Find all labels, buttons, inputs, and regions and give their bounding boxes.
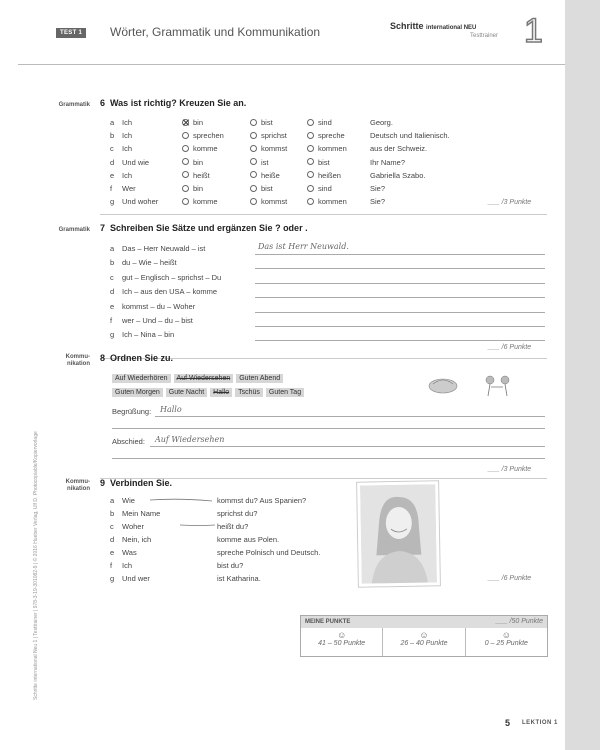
s6-points: ___ /3 Punkte [488, 199, 532, 206]
s9-row [0, 547, 360, 559]
s6-option [307, 117, 332, 129]
s6-option-text: sprichst [261, 131, 287, 141]
circle-icon [307, 158, 314, 165]
s6-category: Grammatik [58, 102, 90, 108]
s7-title [100, 223, 308, 233]
s6-option [250, 157, 269, 169]
s6-row-completion: Ihr Name? [370, 157, 406, 167]
score-ranges [301, 628, 547, 656]
page-title: Wörter, Grammatik und Kommunikation [110, 25, 321, 39]
phrase-chip: Guten Abend [236, 374, 283, 383]
page-number: 5 [505, 718, 511, 728]
answer-line [255, 326, 545, 327]
brand-name: Schritte [390, 21, 424, 31]
farewell-answer: Auf Wiedersehen [155, 435, 225, 444]
s6-option-text: bin [193, 157, 204, 167]
s9-row-letter: e [110, 548, 115, 557]
phrase-chip: Auf Wiederhören [112, 374, 171, 383]
s7-row-words: wer – Und – du – bist [122, 316, 193, 325]
s6-option [250, 183, 273, 195]
circle-icon [307, 132, 314, 139]
s8-points: ___ /3 Punkte [488, 466, 532, 473]
s6-option [307, 157, 330, 169]
score-range [383, 628, 465, 656]
copyright-vertical: Schritte international Neu 1 | Testtrainer | 978-3-19-301082-9 | © 2016 Hueber Verlag, Ulf D. Photocopiable/Kopiervorlage [33, 431, 39, 700]
s9-left-text: Ich [122, 561, 133, 570]
s9-example-connectors [150, 495, 220, 530]
s6-option [307, 170, 341, 182]
header-divider [18, 64, 565, 65]
s7-row-letter: g [110, 330, 115, 340]
lesson-number-large: 1 [524, 12, 543, 50]
s6-option [182, 196, 218, 208]
s9-right-text: kommst du? Aus Spanien? [217, 496, 307, 505]
s6-row [0, 170, 560, 182]
phrase-chip: Hallo [210, 388, 232, 397]
greeting-illustration [425, 370, 535, 400]
s6-option-text: ist [261, 157, 269, 167]
s9-title-text: Verbinden Sie. [110, 478, 173, 488]
s9-row [0, 560, 360, 572]
s9-row [0, 573, 360, 585]
score-label: MEINE PUNKTE [305, 619, 351, 625]
score-range [466, 628, 547, 656]
s6-option-text: heißt [193, 170, 210, 180]
s7-category: Grammatik [58, 227, 90, 233]
s6-row [0, 196, 560, 208]
s6-option [250, 170, 280, 182]
s6-option-text: kommst [261, 197, 288, 207]
s9-row-letter: g [110, 574, 115, 583]
s7-row-words: Ich – Nina – bin [122, 330, 175, 340]
s6-option [307, 143, 347, 155]
s6-row-letter: b [110, 131, 115, 141]
s6-option [307, 196, 347, 208]
s6-row-letter: d [110, 157, 115, 167]
s7-row-words: gut – Englisch – sprichst – Du [122, 272, 222, 282]
test-badge: TEST 1 [56, 28, 86, 38]
s6-row [0, 143, 560, 155]
smiley-icon: ☺ [419, 630, 429, 640]
s7-row-words: Ich – aus den USA – komme [122, 287, 218, 297]
circle-icon [250, 132, 257, 139]
circle-icon [250, 119, 257, 126]
circle-icon [182, 145, 189, 152]
greeting-label: Begrüßung: [112, 407, 152, 416]
s9-left-text: Mein Name [122, 509, 161, 518]
phrase-chip: Guten Morgen [112, 388, 163, 397]
s7-row-words: kommst – du – Woher [122, 301, 196, 311]
s6-option-text: sind [318, 184, 332, 193]
s6-row [0, 117, 560, 129]
s6-row-subject: Ich [122, 144, 133, 154]
s6-row-letter: a [110, 118, 115, 127]
phrase-chip: Tschüs [235, 388, 263, 397]
s6-row-subject: Ich [122, 170, 133, 180]
score-header [301, 616, 547, 628]
s8-chips-row-2 [112, 388, 304, 397]
score-range-text: 41 – 50 Punkte [318, 640, 366, 647]
s6-option-text: kommen [318, 144, 347, 154]
s6-option [250, 143, 287, 155]
smiley-icon: ☺ [337, 630, 347, 640]
s7-row-words: Das – Herr Neuwald – ist [122, 244, 206, 253]
s9-right-text: komme aus Polen. [217, 535, 280, 544]
s6-row-completion: Sie? [370, 197, 386, 207]
s6-option [182, 117, 203, 129]
s6-option-text: komme [193, 197, 218, 207]
s9-left-text: Woher [122, 522, 144, 531]
score-range-text: 0 – 25 Punkte [484, 640, 528, 647]
s6-option [182, 130, 224, 142]
s9-left-text: Nein, ich [122, 535, 152, 544]
woman-photo [357, 481, 440, 586]
s9-number: 9 [100, 478, 106, 488]
answer-line [155, 416, 545, 417]
circle-icon [250, 158, 257, 165]
s9-row-letter: f [110, 561, 113, 570]
s6-option [182, 143, 218, 155]
s9-row [0, 534, 360, 546]
s6-title [100, 98, 246, 108]
s6-option [250, 117, 273, 129]
s7-row-letter: c [110, 272, 114, 282]
circle-icon [307, 185, 314, 192]
portrait-illustration [360, 484, 437, 583]
s6-row-subject: Ich [122, 131, 133, 141]
s6-row [0, 183, 560, 195]
s8-number: 8 [100, 353, 106, 363]
circle-icon [250, 145, 257, 152]
s6-option [182, 157, 203, 169]
s9-title [100, 478, 172, 488]
s6-row-letter: c [110, 144, 114, 154]
phrase-chip: Auf Wiedersehen [174, 374, 234, 383]
s6-option-text: bist [318, 157, 330, 167]
s6-option [250, 130, 287, 142]
s8-title [100, 353, 173, 363]
circle-icon [182, 158, 189, 165]
s6-option-text: sprechen [193, 131, 224, 141]
s6-row-subject: Wer [122, 184, 136, 193]
s9-left-text: Und wer [122, 574, 150, 583]
circle-icon [307, 145, 314, 152]
s6-row-subject: Und woher [122, 197, 159, 207]
s6-option-text: komme [193, 144, 218, 154]
s7-row-letter: e [110, 301, 115, 311]
s6-option [250, 196, 287, 208]
s6-row-subject: Ich [122, 118, 133, 127]
s6-row-completion: Sie? [370, 184, 386, 193]
brand-subtitle: Testtrainer [470, 33, 499, 39]
circle-icon [182, 185, 189, 192]
circle-icon [250, 185, 257, 192]
checked-circle-icon [182, 119, 189, 126]
s7-row-letter: a [110, 244, 115, 253]
s6-option [182, 170, 210, 182]
answer-line [255, 340, 545, 341]
s6-row-letter: g [110, 197, 115, 207]
s6-option [307, 183, 332, 195]
s6-option-text: spreche [318, 131, 345, 141]
farewell-label: Abschied: [112, 437, 145, 446]
s6-number: 6 [100, 98, 106, 108]
score-range-text: 26 – 40 Punkte [400, 640, 448, 647]
s9-right-text: heißt du? [217, 522, 249, 531]
s9-row-letter: d [110, 535, 115, 544]
s6-row-completion: aus der Schweiz. [370, 144, 428, 154]
s9-right-text: sprichst du? [217, 509, 258, 518]
s7-points: ___ /6 Punkte [488, 344, 532, 351]
smiley-icon: ☺ [501, 630, 511, 640]
answer-line [112, 428, 545, 429]
s6-option-text: bist [261, 118, 273, 127]
phrase-chip: Gute Nacht [166, 388, 207, 397]
answer-line [255, 254, 545, 255]
answer-line [255, 268, 545, 269]
answer-line [255, 312, 545, 313]
brand-small: international NEU [426, 25, 477, 31]
answer-line [112, 458, 545, 459]
s9-points: ___ /6 Punkte [488, 575, 532, 582]
s7-example-answer: Das ist Herr Neuwald. [258, 242, 349, 251]
s6-option-text: sind [318, 118, 332, 127]
s9-right-text: ist Katharina. [217, 574, 261, 583]
lesson-label: LEKTION 1 [522, 720, 558, 726]
answer-line [255, 297, 545, 298]
s6-option [307, 130, 345, 142]
answer-line [150, 446, 545, 447]
page-side-margin [565, 0, 600, 750]
s6-option-text: heiße [261, 170, 280, 180]
s9-row-letter: a [110, 496, 115, 505]
phrase-chip: Guten Tag [266, 388, 304, 397]
circle-icon [182, 198, 189, 205]
s6-option-text: bist [261, 184, 273, 193]
s6-row [0, 130, 560, 142]
circle-icon [250, 198, 257, 205]
circle-icon [307, 198, 314, 205]
s6-option [182, 183, 203, 195]
s9-right-text: bist du? [217, 561, 244, 570]
circle-icon [307, 119, 314, 126]
s8-chips-row-1 [112, 374, 283, 383]
circle-icon [182, 171, 189, 178]
s6-row-completion: Gabriella Szabo. [370, 170, 426, 180]
score-range [301, 628, 383, 656]
s7-row-letter: b [110, 258, 115, 268]
s6-option-text: bin [193, 184, 204, 193]
s6-option-text: bin [193, 118, 204, 127]
s6-row-letter: e [110, 170, 115, 180]
s7-row-words: du – Wie – heißt [122, 258, 177, 268]
s9-row-letter: c [110, 522, 114, 531]
s6-row [0, 157, 560, 169]
s9-category: Kommu-nikation [65, 479, 90, 492]
s6-row-completion: Georg. [370, 118, 393, 127]
score-box [300, 615, 548, 657]
s9-left-text: Was [122, 548, 137, 557]
s6-option-text: kommen [318, 197, 347, 207]
divider [100, 214, 547, 215]
s9-left-text: Wie [122, 496, 135, 505]
circle-icon [250, 171, 257, 178]
s7-row-letter: d [110, 287, 115, 297]
s6-row-subject: Und wie [122, 157, 150, 167]
s7-number: 7 [100, 223, 106, 233]
s6-row-completion: Deutsch und Italienisch. [370, 131, 450, 141]
circle-icon [307, 171, 314, 178]
s6-option-text: heißen [318, 170, 341, 180]
s6-row-letter: f [110, 184, 113, 193]
brand-title [390, 21, 476, 31]
circle-icon [182, 132, 189, 139]
score-total: ___ /50 Punkte [495, 618, 543, 625]
s6-title-text: Was ist richtig? Kreuzen Sie an. [110, 98, 247, 108]
s9-row-letter: b [110, 509, 115, 518]
s6-option-text: kommst [261, 144, 288, 154]
s8-category: Kommu-nikation [65, 354, 90, 367]
greeting-answer: Hallo [160, 405, 182, 414]
s9-right-text: spreche Polnisch und Deutsch. [217, 548, 321, 557]
s8-title-text: Ordnen Sie zu. [110, 353, 174, 363]
answer-line [255, 283, 545, 284]
s7-row-letter: f [110, 316, 113, 325]
s7-title-text: Schreiben Sie Sätze und ergänzen Sie ? oder . [110, 223, 308, 233]
